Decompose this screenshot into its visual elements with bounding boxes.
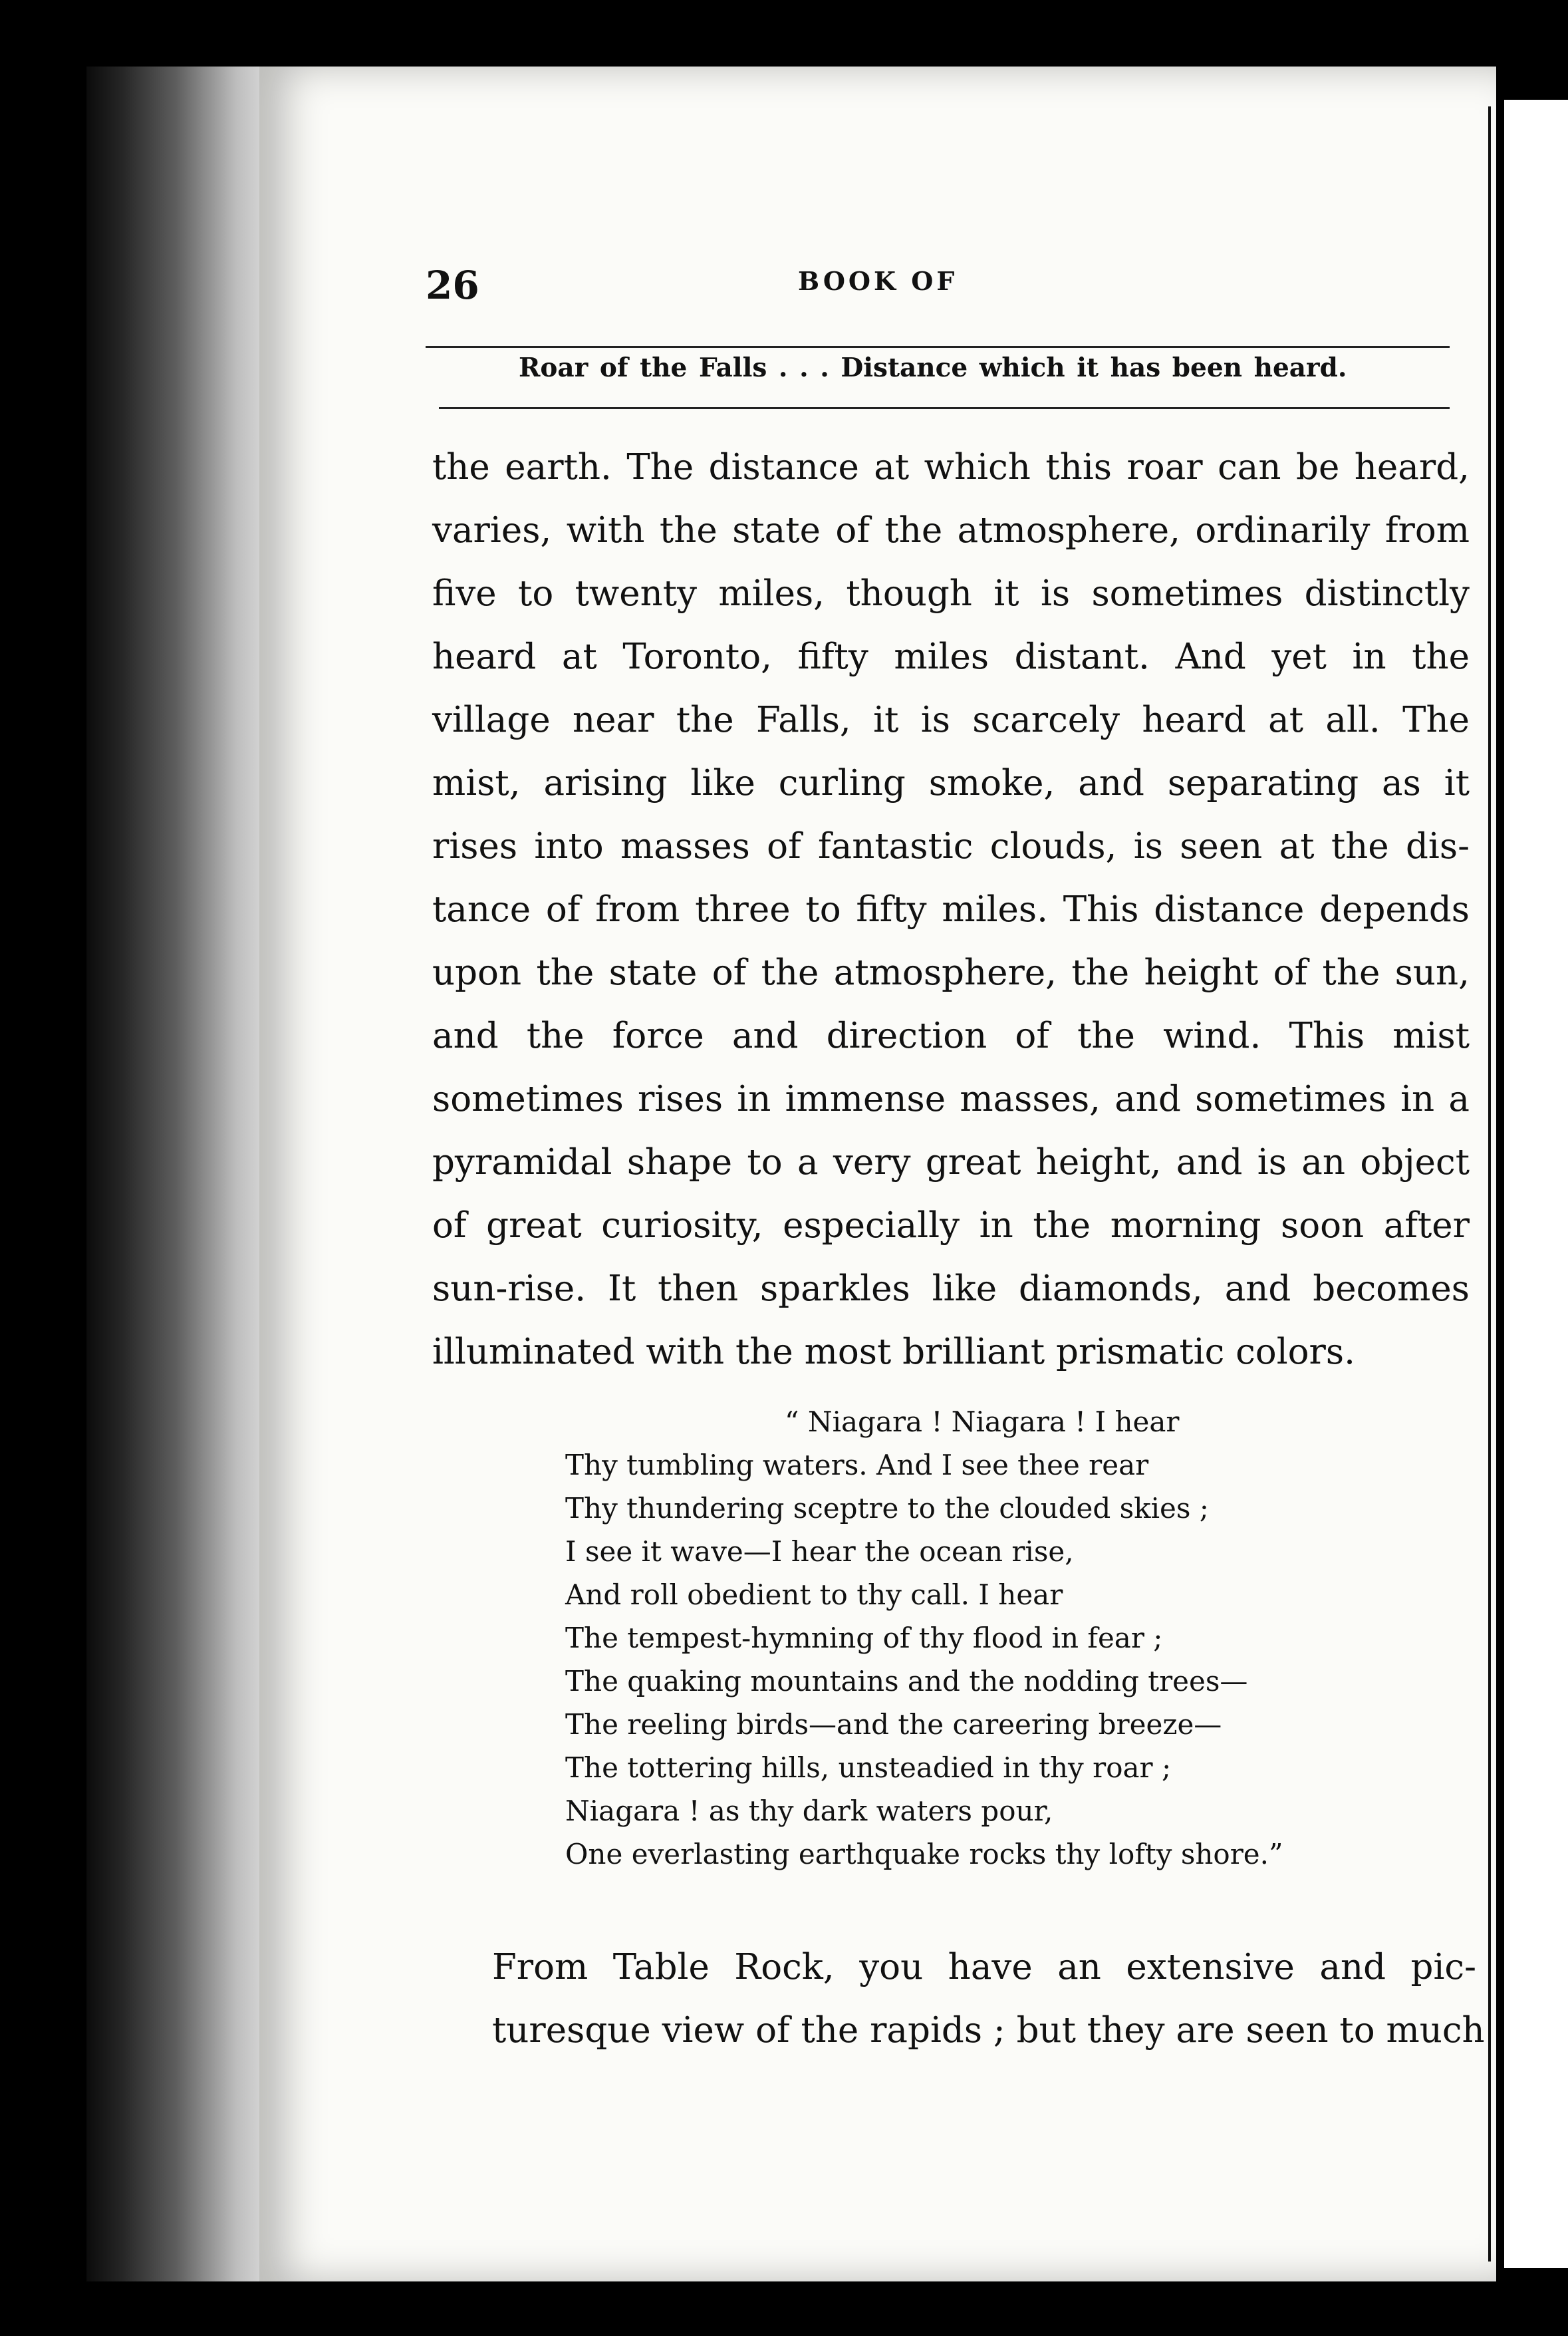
running-head: BOOK OF [798,266,958,296]
body-line: the earth. The distance at which this roar can be heard, [432,447,1470,488]
body-line: mist, arising like curling smoke, and separating as it [432,763,1470,803]
poem-line: The quaking mountains and the nodding trees— [565,1665,1248,1697]
poem-line: Thy thundering sceptre to the clouded skies ; [565,1492,1209,1525]
body-line: heard at Toronto, fifty miles distant. And yet in the [432,637,1470,677]
poem-line: The tottering hills, unsteadied in thy roar ; [565,1751,1172,1784]
page-number: 26 [426,263,479,308]
body-line: varies, with the state of the atmosphere, ordinarily from [432,510,1470,551]
poem-line: Thy tumbling waters. And I see thee rear [565,1449,1149,1481]
poem-line: I see it wave—I hear the ocean rise, [565,1535,1074,1568]
poem-line: The reeling birds—and the careering breeze— [565,1708,1222,1741]
body-line: five to twenty miles, though it is sometimes distinctly [432,573,1470,614]
section-subhead: Roar of the Falls . . . Distance which it has been heard. [519,353,1347,383]
header-rule-top [426,346,1450,348]
poem-line: “ Niagara ! Niagara ! I hear [785,1405,1180,1438]
book-binding-edge [86,67,286,2281]
body-line: tance of from three to fifty miles. This distance depends [432,889,1470,930]
poem-line: One everlasting earthquake rocks thy lofty shore.” [565,1838,1283,1870]
body-line: of great curiosity, especially in the morning soon after [432,1205,1470,1246]
poem-line: The tempest-hymning of thy flood in fear ; [565,1622,1163,1654]
body-line: pyramidal shape to a very great height, and is an object [432,1142,1470,1183]
page-edge-line [1488,106,1491,2262]
poem-quotation [565,1400,1363,1876]
header-rule-bottom [439,407,1450,409]
closing-line: From Table Rock, you have an extensive and pic- [492,1947,1476,1987]
body-line: illuminated with the most brilliant prismatic colors. [432,1332,1355,1372]
closing-paragraph [492,1936,1485,2062]
poem-line: And roll obedient to thy call. I hear [565,1578,1063,1611]
body-line: sometimes rises in immense masses, and sometimes in a [432,1079,1470,1119]
closing-line: turesque view of the rapids ; but they are seen to much [492,2010,1485,2051]
poem-line: Niagara ! as thy dark waters pour, [565,1795,1053,1827]
body-paragraph [432,436,1470,1384]
body-line: village near the Falls, it is scarcely heard at all. The [432,700,1470,740]
body-line: sun-rise. It then sparkles like diamonds, and becomes [432,1268,1470,1309]
body-line: and the force and direction of the wind. This mist [432,1016,1470,1056]
body-line: rises into masses of fantastic clouds, is seen at the dis- [432,826,1470,867]
body-line: upon the state of the atmosphere, the height of the sun, [432,952,1470,993]
next-page-edge [1504,100,1568,2268]
